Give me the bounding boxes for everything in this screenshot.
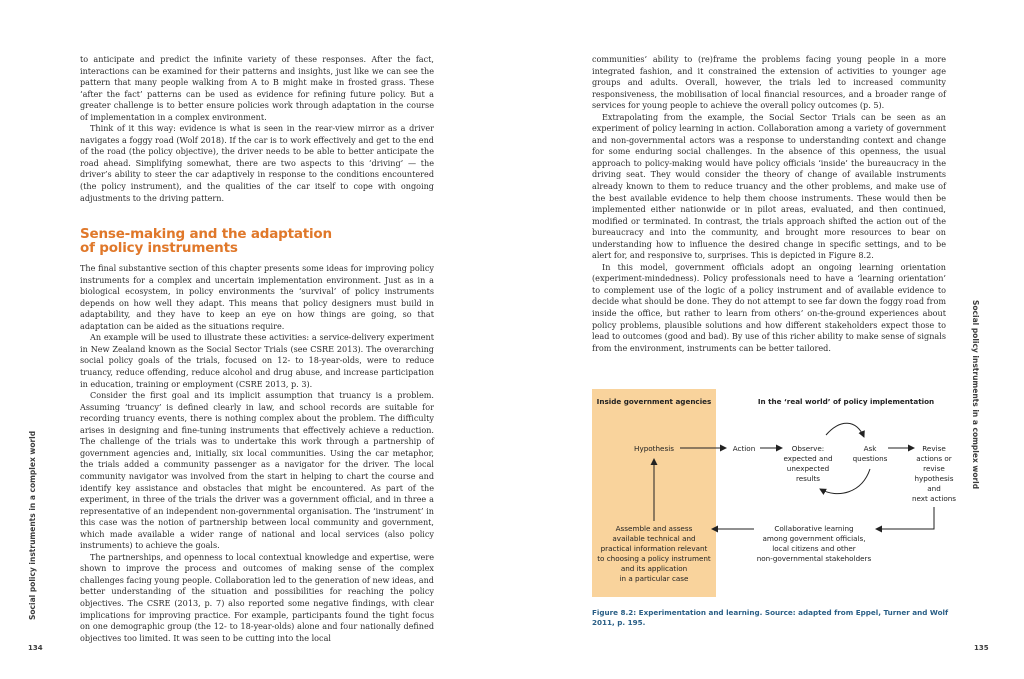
figure-experimentation-learning xyxy=(592,389,966,631)
svg-text:actions or: actions or xyxy=(916,454,952,463)
right-text-column xyxy=(592,54,946,354)
left-paragraph-3: The final substantive section of this chapter presents some ideas for improving policy instruments for a complex and uncertain implementation environment. Just as in a biological ecosystem, in policy environments the ‘survival’ of policy instruments depends on how well they adapt. This means that policy designers must build in adaptability, and they have to keep an eye on how things are going, so that adaptation can be aided as the situations require. xyxy=(80,263,434,331)
observe-node xyxy=(783,444,832,483)
svg-text:Observe:: Observe: xyxy=(791,444,825,453)
right-paragraph-3: In this model, government officials adopt an ongoing learning orientation (experiment-mindedness). Policy professionals need to have a ‘learning orientation’ to complement use of the logic of a policy instrument and of available evidence to decide what should be done. They do not attempt to see far down the foggy road from inside the office, but rather to learn from others’ on-the-ground experiences about policy problems, plausible solutions and how different stakeholders expect those to lead to outcomes (good and bad). By use of this richer ability to make sense of signals from the environment, instruments can be better tailored. xyxy=(592,261,946,353)
svg-text:non-governmental stakeholders: non-governmental stakeholders xyxy=(756,554,872,563)
figure-caption xyxy=(592,608,952,628)
left-paragraph-5: Consider the first goal and its implicit assumption that truancy is a problem. Assuming ‘truancy’ is defined clearly in law, and school records are suitable for recording truancy events, there is nothing complex about the problem. The difficulty arises in designing and fine-tuning instruments that effectively achieve a reduction. The challenge of the trials was to undertake this work through a partnership of government agencies and, initially, six local communities. Using the car metaphor, the trials added a community passenger as a navigator for the driver. The local community navigator was involved from the start in helping to chart the course and identify key assistance and obstacles that might be encountered. As part of the experiment, in three of the trials the driver was a government official, and in three a representative of an independent non-governmental organisation. The ‘instrument’ in this case was the notion of partnership between local community and government, which made available a wider range of national and local services (also policy instruments) to achieve the goals. xyxy=(80,390,434,551)
page-number-left: 134 xyxy=(28,644,43,652)
ask-node xyxy=(853,444,888,463)
left-paragraph-4: An example will be used to illustrate these activities: a service-delivery experiment in New Zealand known as the Social Sector Trials (see CSRE 2013). The overarching social policy goals of the trials, focused on 12- to 18-year-olds, were to reduce truancy, reduce offending, reduce alcohol and drug abuse, and increase participation in education, training or employment (CSRE 2013, p. 3). xyxy=(80,332,434,389)
action-node: Action xyxy=(732,444,756,453)
box-heading: Inside government agencies xyxy=(596,397,712,406)
section-heading xyxy=(80,228,434,255)
hypothesis-node: Hypothesis xyxy=(634,444,674,453)
right-paragraph-1: communities’ ability to (re)frame the problems facing young people in a more integrated fashion, and it constrained the extension of activities to younger age groups and adults. Overall, however, the trials led to increased community responsiveness, the mobilisation of local financial resources, and a broader range of services for young people to achieve the overall policy outcomes (p. 5). xyxy=(592,54,946,111)
figure-caption-line-1: Figure 8.2: Experimentation and learning. Source: adapted from Eppel, Turner and Wolf xyxy=(592,608,949,617)
svg-text:practical information relevant: practical information relevant xyxy=(600,544,708,553)
left-paragraph-2: Think of it this way: evidence is what is seen in the rear-view mirror as a driver navigates a foggy road (Wolf 2018). If the car is to work effectively and get to the end of the road (the policy objective), the driver needs to be able to better anticipate the road ahead. Simplifying somewhat, there are two aspects to this ‘driving’ — the driver’s ability to steer the car adaptively in response to the conditions encountered (the policy instrument), and the qualities of the car itself to cope with ongoing adjustments to the driving pattern. xyxy=(80,123,434,203)
collab-node xyxy=(757,524,872,563)
left-paragraph-6: The partnerships, and openness to local contextual knowledge and expertise, were shown to improve the process and outcomes of making sense of the complex challenges facing young people. Collaboration led to the generation of new ideas, and better understanding of the situation and possibilities for reaching the policy objectives. The CSRE (2013, p. 7) also reported some negative findings, with clear implications for improving practice. For example, participants found the tight focus on one demographic group (the 12- to 18-year-olds) alone and four nationally defined objectives too limited. It was seen to be cutting into the local xyxy=(80,551,434,643)
svg-text:available technical and: available technical and xyxy=(612,534,696,543)
running-header-right: Social policy instruments in a complex world xyxy=(971,300,980,490)
svg-text:Collaborative learning: Collaborative learning xyxy=(774,524,854,533)
svg-text:and its application: and its application xyxy=(620,564,688,573)
svg-text:in a particular case: in a particular case xyxy=(619,574,689,583)
svg-text:unexpected: unexpected xyxy=(786,464,830,473)
svg-text:Revise: Revise xyxy=(922,444,946,453)
revise-node xyxy=(912,444,956,503)
svg-text:revise: revise xyxy=(923,464,945,473)
svg-text:expected and: expected and xyxy=(783,454,833,463)
page-number-right: 135 xyxy=(974,644,989,652)
svg-text:Assemble and assess: Assemble and assess xyxy=(615,524,693,533)
svg-text:next actions: next actions xyxy=(911,494,957,503)
figure-diagram xyxy=(592,389,966,631)
arrow-observe-ask xyxy=(826,423,864,437)
left-paragraph-1: to anticipate and predict the infinite variety of these responses. After the fact, interactions can be examined for their patterns and insights, just like we can see the pattern that many people walking from A to B might make in frosted grass. These ‘after the fact’ patterns can be used as evidence for refining future policy. But a greater challenge is to better ensure policies work through adaptation in the course of implementation in a complex environment. xyxy=(80,54,434,122)
section-heading-line-2: of policy instruments xyxy=(80,239,238,256)
svg-text:local citizens and other: local citizens and other xyxy=(772,544,856,553)
running-header-left: Social policy instruments in a complex world xyxy=(28,430,37,620)
arrow-revise-collab xyxy=(876,507,934,529)
svg-text:and: and xyxy=(927,484,941,493)
real-world-heading: In the ‘real world’ of policy implementation xyxy=(757,397,935,406)
section-heading-line-1: Sense-making and the adaptation xyxy=(80,226,332,243)
svg-text:to choosing a policy instrumen: to choosing a policy instrument xyxy=(597,554,711,563)
svg-text:questions: questions xyxy=(852,454,888,463)
svg-text:results: results xyxy=(795,474,821,483)
figure-caption-line-2: 2011, p. 195. xyxy=(592,618,646,627)
left-text-column xyxy=(80,54,434,644)
svg-text:among government officials,: among government officials, xyxy=(762,534,866,543)
right-paragraph-2: Extrapolating from the example, the Social Sector Trials can be seen as an experiment of policy learning in action. Collaboration among a variety of government and non-governmental actors was a response to understanding context and change for some enduring social challenges. In the absence of this openness, the usual approach to policy-making would have policy officials ‘inside’ the bureaucracy in the driving seat. They would consider the theory of change of available instruments already known to them to reduce truancy and the other problems, and make use of the best available evidence to help them choose instruments. These would then be implemented either nationwide or in pilot areas, evaluated, and then continued, modified or terminated. In contrast, the trials approach shifted the action out of the bureaucracy and into the community, and brought more resources to bear on understanding how to influence the desired change in specific settings, and to be alert for, and responsive to, surprises. This is depicted in Figure 8.2. xyxy=(592,111,946,261)
svg-text:hypothesis: hypothesis xyxy=(914,474,954,483)
svg-text:Ask: Ask xyxy=(863,444,877,453)
